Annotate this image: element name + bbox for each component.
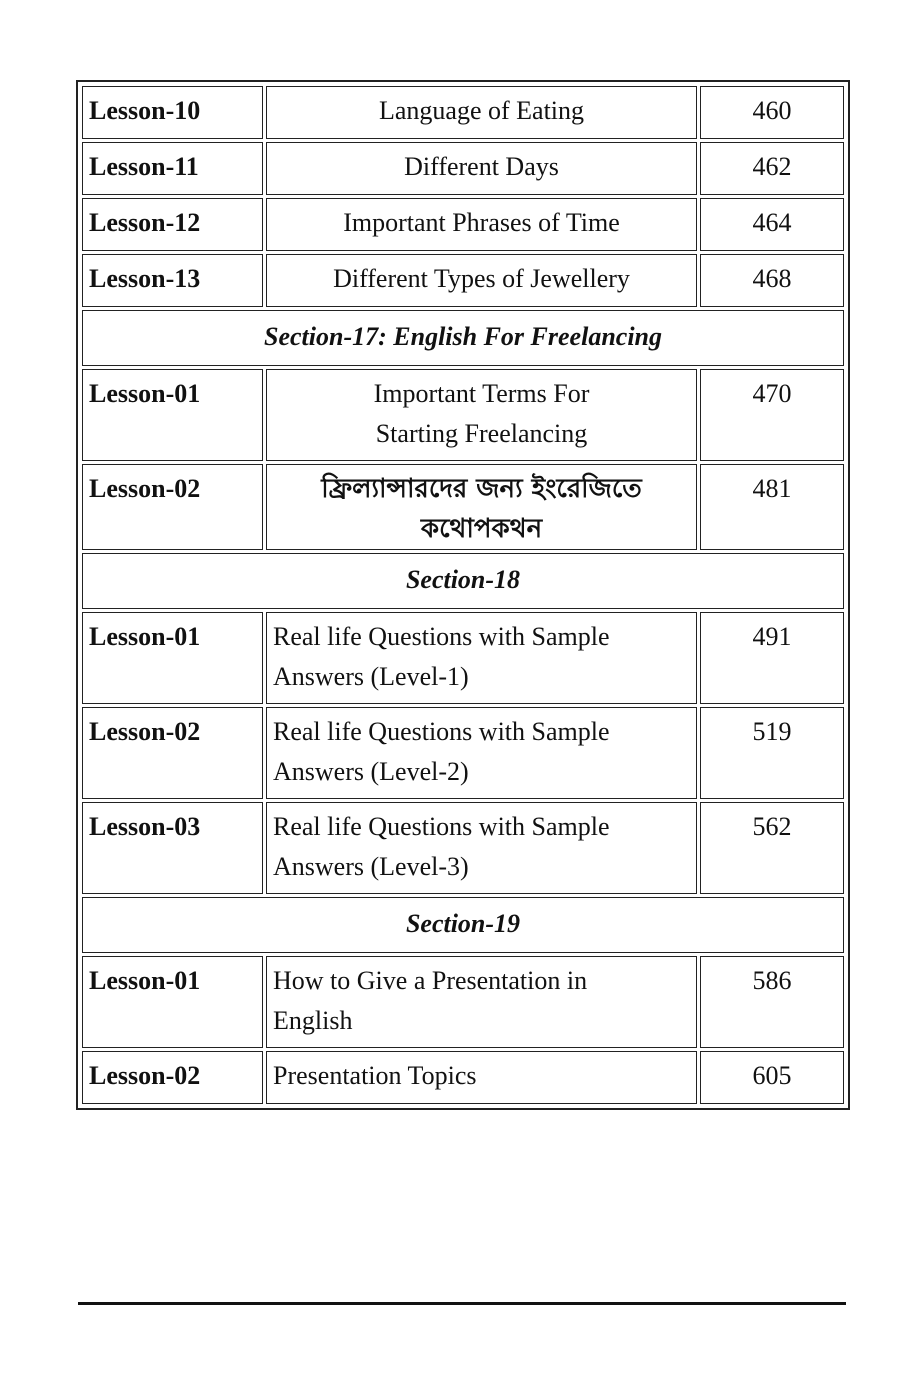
lesson-title <box>266 707 697 799</box>
lesson-title-line: Answers (Level-3) <box>273 852 469 881</box>
lesson-number: Lesson-01 <box>82 612 263 704</box>
table-row[interactable] <box>82 707 844 799</box>
lesson-title <box>266 612 697 704</box>
lesson-title: Different Days <box>266 142 697 195</box>
lesson-title-line: Real life Questions with Sample <box>273 812 610 841</box>
toc-table <box>79 83 847 1107</box>
lesson-title-line: Real life Questions with Sample <box>273 622 610 651</box>
lesson-title <box>266 369 697 461</box>
table-row[interactable] <box>82 86 844 139</box>
lesson-number: Lesson-02 <box>82 1051 263 1104</box>
section-row <box>82 310 844 366</box>
lesson-number: Lesson-13 <box>82 254 263 307</box>
footer-divider <box>78 1302 846 1305</box>
lesson-number: Lesson-01 <box>82 369 263 461</box>
page-number: 460 <box>700 86 844 139</box>
page-number: 605 <box>700 1051 844 1104</box>
table-row[interactable] <box>82 802 844 894</box>
lesson-title-line: How to Give a Presentation in <box>273 966 588 995</box>
page-number: 562 <box>700 802 844 894</box>
table-row[interactable] <box>82 464 844 550</box>
lesson-number: Lesson-03 <box>82 802 263 894</box>
page-number: 586 <box>700 956 844 1048</box>
table-row[interactable] <box>82 369 844 461</box>
lesson-title-line: Starting Freelancing <box>375 419 588 448</box>
lesson-number: Lesson-10 <box>82 86 263 139</box>
lesson-title-line: Answers (Level-1) <box>273 662 469 691</box>
section-heading: Section-17: English For Freelancing <box>82 310 844 366</box>
lesson-number: Lesson-12 <box>82 198 263 251</box>
lesson-title: Different Types of Jewellery <box>266 254 697 307</box>
table-row[interactable] <box>82 198 844 251</box>
page-number: 491 <box>700 612 844 704</box>
table-of-contents <box>76 80 850 1110</box>
lesson-title: Presentation Topics <box>266 1051 697 1104</box>
page-number: 462 <box>700 142 844 195</box>
section-row <box>82 553 844 609</box>
lesson-title-line: Real life Questions with Sample <box>273 717 610 746</box>
table-row[interactable] <box>82 956 844 1048</box>
table-row[interactable] <box>82 142 844 195</box>
section-row <box>82 897 844 953</box>
lesson-title-line: Important Terms For <box>373 379 590 408</box>
page-number: 470 <box>700 369 844 461</box>
page-number: 464 <box>700 198 844 251</box>
table-row[interactable] <box>82 254 844 307</box>
table-row[interactable] <box>82 612 844 704</box>
page-number: 468 <box>700 254 844 307</box>
lesson-number: Lesson-02 <box>82 464 263 550</box>
lesson-title-line: Answers (Level-2) <box>273 757 469 786</box>
lesson-title <box>266 802 697 894</box>
lesson-title-line: English <box>273 1006 353 1035</box>
lesson-number: Lesson-02 <box>82 707 263 799</box>
lesson-title: ফ্রিল্যান্সারদের জন্য ইংরেজিতে কথোপকথন <box>266 464 697 550</box>
lesson-number: Lesson-01 <box>82 956 263 1048</box>
lesson-title: Important Phrases of Time <box>266 198 697 251</box>
section-heading: Section-19 <box>82 897 844 953</box>
page-number: 481 <box>700 464 844 550</box>
table-row[interactable] <box>82 1051 844 1104</box>
lesson-title <box>266 956 697 1048</box>
lesson-number: Lesson-11 <box>82 142 263 195</box>
page-number: 519 <box>700 707 844 799</box>
section-heading: Section-18 <box>82 553 844 609</box>
lesson-title: Language of Eating <box>266 86 697 139</box>
